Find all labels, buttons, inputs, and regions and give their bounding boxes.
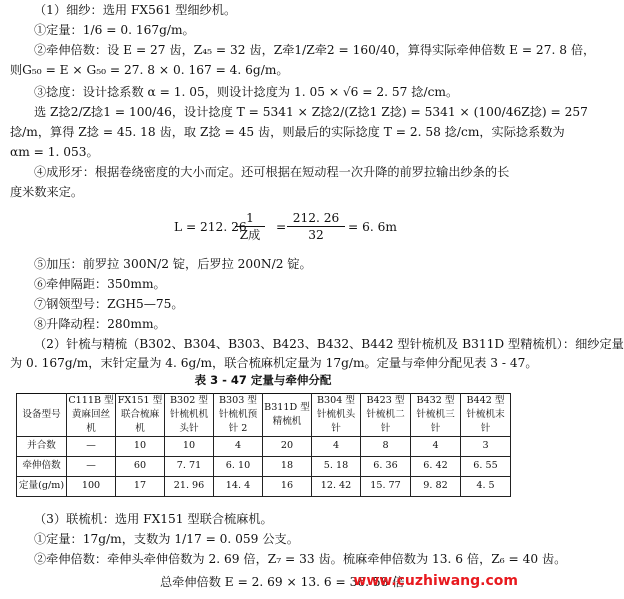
table-cell: 4 (312, 436, 361, 456)
table-cell: 14. 4 (214, 476, 263, 496)
paragraph-twist: ③捻度：设计捻系数 α = 1. 05，则设计捻度为 1. 05 × √6 = 2. 57 捻/cm。 (34, 85, 459, 99)
table-cell: 并合数 (17, 436, 67, 456)
table-cell: 100 (67, 476, 116, 496)
fraction-1-numerator: 1 (246, 211, 254, 225)
section-heading-gilling: （2）针梳与精梳（B302、B304、B303、B423、B432、B442 型针梳机及 B311D 型精梳机）：细纱定量 (34, 337, 624, 351)
fraction-2-bar (287, 226, 345, 227)
paragraph-traverse: ⑧升降动程：280mm。 (34, 317, 166, 331)
paragraph-forming-gear: ④成形牙：根据卷绕密度的大小而定。还可根据在短动程一次升降的前罗拉输出纱条的长 (34, 165, 510, 179)
table-header-cell: B311D 型精梳机 (263, 394, 312, 437)
table-cell: 9. 82 (411, 476, 461, 496)
paragraph-total-draft: 总牵伸倍数 E = 2. 69 × 13. 6 = 36. 58 倍 (160, 575, 405, 589)
table-cell: 8 (361, 436, 411, 456)
formula-rhs: = 6. 6m (348, 220, 397, 234)
table-row (17, 456, 511, 476)
table-header-cell: B303 型针梳机预针 2 (214, 394, 263, 437)
paragraph-carding-weight: ①定量：17g/m，支数为 1/17 = 0. 059 公支。 (34, 532, 299, 546)
table-cell: 6. 42 (411, 456, 461, 476)
paragraph-forming-gear-cont: 度米数来定。 (10, 185, 84, 199)
fraction-2-numerator: 212. 26 (292, 211, 340, 225)
formula-equals: = (276, 220, 287, 234)
table-row (17, 436, 511, 456)
table-cell: 6. 36 (361, 456, 411, 476)
section-heading-combined-carding: （3）联梳机：选用 FX151 型联合梳麻机。 (34, 512, 273, 526)
table-cell: 15. 77 (361, 476, 411, 496)
table-header-cell: B302 型针梳机机头针 (165, 394, 214, 437)
table-cell: 7. 71 (165, 456, 214, 476)
table-cell: 18 (263, 456, 312, 476)
paragraph-ring-model: ⑦钢领型号：ZGH5—75。 (34, 297, 184, 311)
paragraph-twist-select: 选 Z捻2/Z捻1 = 100/46，设计捻度 T = 5341 × Z捻2/(Z捻1 Z捻) = 5341 × (100/46Z捻) = 257 (34, 105, 588, 119)
table-header-cell: FX151 型联合梳麻机 (116, 394, 165, 437)
formula-length (0, 204, 526, 254)
table-cell: 21. 96 (165, 476, 214, 496)
formula-lhs: L = 212. 26 (174, 220, 247, 234)
table-cell: — (67, 436, 116, 456)
table-row (17, 476, 511, 496)
table-cell: 10 (116, 436, 165, 456)
table-caption: 表 3 - 47 定量与牵伸分配 (194, 373, 332, 387)
table-header-cell: B442 型针梳机末针 (461, 394, 511, 437)
paragraph-carding-draft: ②牵伸倍数：牵伸头牵伸倍数为 2. 69 倍，Z₇ = 33 齿。梳麻牵伸倍数为 13. 6 倍，Z₆ = 40 齿。 (34, 552, 567, 566)
weight-draft-table (16, 393, 511, 497)
paragraph-draft: ②牵伸倍数：设 E = 27 齿，Z₄₅ = 32 齿，Z牵1/Z牵2 = 160/40，算得实际牵伸倍数 E = 27. 8 倍， (34, 43, 596, 57)
table-cell: 5. 18 (312, 456, 361, 476)
paragraph-pressure: ⑤加压：前罗拉 300N/2 锭，后罗拉 200N/2 锭。 (34, 257, 312, 271)
table-cell: 4. 5 (461, 476, 511, 496)
paragraph-gilling-cont: 为 0. 167g/m，末针定量为 4. 6g/m，联合梳麻机定量为 17g/m。定量与牵伸分配见表 3 - 47。 (10, 356, 538, 370)
fraction-2-denominator: 32 (308, 228, 324, 243)
table-header-cell: B423 型针梳机二针 (361, 394, 411, 437)
table-header-cell: B304 型针梳机头针 (312, 394, 361, 437)
table-header-cell: 设备型号 (17, 394, 67, 437)
section-heading-spinning: （1）细纱：选用 FX561 型细纱机。 (34, 3, 237, 17)
paragraph-draft-cont: 则G₅₀ = E × G₅₀ = 27. 8 × 0. 167 = 4. 6g/m。 (10, 63, 289, 77)
table-header-cell: B432 型针梳机三针 (411, 394, 461, 437)
table-cell: 17 (116, 476, 165, 496)
paragraph-draft-gauge: ⑥牵伸隔距：350mm。 (34, 277, 166, 291)
table-header-cell: C111B 型黄麻回丝机 (67, 394, 116, 437)
formula-fraction-2 (287, 212, 345, 241)
paragraph-twist-alpha: αm = 1. 053。 (10, 145, 99, 159)
table-cell: 6. 10 (214, 456, 263, 476)
table-cell: — (67, 456, 116, 476)
table-cell: 4 (214, 436, 263, 456)
table-cell: 牵伸倍数 (17, 456, 67, 476)
table-cell: 定量(g/m) (17, 476, 67, 496)
table-cell: 16 (263, 476, 312, 496)
table-cell: 60 (116, 456, 165, 476)
table-cell: 10 (165, 436, 214, 456)
table-header-row (17, 394, 511, 437)
formula-fraction-1 (235, 212, 265, 241)
table-cell: 6. 55 (461, 456, 511, 476)
table-cell: 12. 42 (312, 476, 361, 496)
table-cell: 3 (461, 436, 511, 456)
table-cell: 20 (263, 436, 312, 456)
fraction-1-denominator: Z成 (239, 228, 261, 243)
table-cell: 4 (411, 436, 461, 456)
paragraph-twist-cont: 捻/m，算得 Z捻 = 45. 18 齿，取 Z捻 = 45 齿，则最后的实际捻度 T = 2. 58 捻/cm，实际捻系数为 (10, 125, 565, 139)
paragraph-weight: ①定量：1/6 = 0. 167g/m。 (34, 23, 195, 37)
watermark-text: www.cuzhiwang.com (353, 573, 518, 589)
